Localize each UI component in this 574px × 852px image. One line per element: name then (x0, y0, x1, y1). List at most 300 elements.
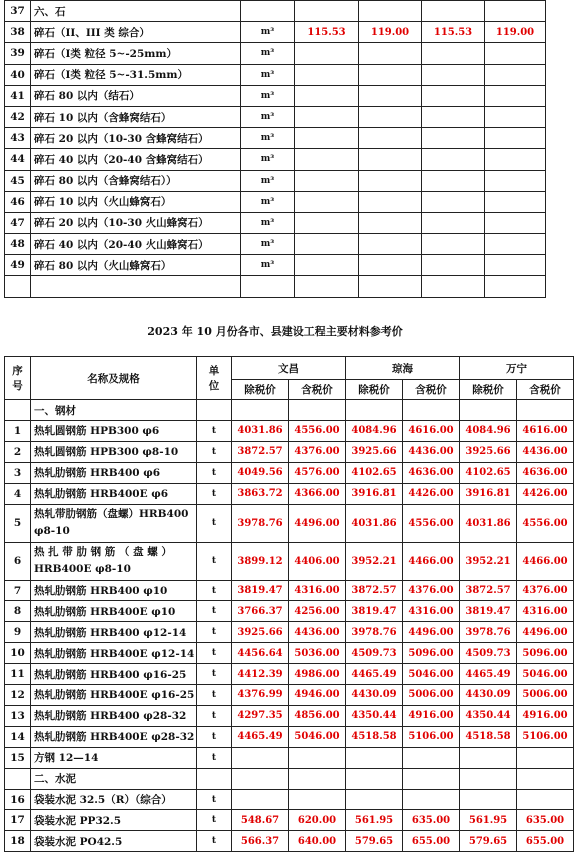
price-cell (460, 747, 517, 768)
table-row (5, 580, 574, 601)
row-number: 2 (5, 441, 31, 462)
material-name: 热轧肋钢筋 HRB400 φ16-25 (31, 664, 197, 685)
table-row (5, 106, 546, 127)
unit-cell: m³ (241, 234, 295, 255)
row-number: 12 (5, 685, 31, 706)
unit-cell (241, 276, 295, 297)
price-cell (295, 170, 359, 191)
price-cell (485, 64, 546, 85)
material-name: 热 扎 带 肋 钢 筋 （ 盘 螺 ） HRB400E φ8-10 (31, 542, 197, 580)
row-number: 1 (5, 421, 31, 442)
unit-cell: t (197, 462, 232, 483)
row-number: 13 (5, 705, 31, 726)
price-cell: 4916.00 (403, 705, 460, 726)
unit-cell: t (197, 622, 232, 643)
material-name: 热轧肋钢筋 HRB400E φ28-32 (31, 726, 197, 747)
price-cell (346, 747, 403, 768)
price-cell: 4466.00 (403, 542, 460, 580)
unit-cell: m³ (241, 255, 295, 276)
row-number (5, 276, 31, 297)
empty-cell (346, 768, 403, 789)
empty-cell (403, 768, 460, 789)
material-name: 碎石 80 以内（含蜂窝结石）） (31, 170, 241, 191)
price-cell: 4436.00 (289, 622, 346, 643)
price-cell (359, 149, 422, 170)
price-cell: 119.00 (485, 22, 546, 43)
price-cell (485, 128, 546, 149)
price-cell: 4316.00 (403, 601, 460, 622)
price-cell (295, 85, 359, 106)
price-cell (403, 789, 460, 810)
table-row (5, 705, 574, 726)
row-number: 43 (5, 128, 31, 149)
city-header-qionghai: 琼海 (346, 357, 460, 380)
price-cell: 4616.00 (403, 421, 460, 442)
price-cell: 5046.00 (517, 664, 574, 685)
city-header-wanning: 万宁 (460, 357, 574, 380)
material-name: 碎石 40 以内（20-40 含蜂窝结石） (31, 149, 241, 170)
price-cell: 579.65 (460, 831, 517, 852)
table-row (5, 212, 546, 233)
table-row (5, 504, 574, 542)
price-cell: 5096.00 (517, 643, 574, 664)
price-cell: 3925.66 (232, 622, 289, 643)
price-cell: 3766.37 (232, 601, 289, 622)
price-cell (232, 747, 289, 768)
table-row (5, 789, 574, 810)
unit-cell: t (197, 685, 232, 706)
price-cell: 3952.21 (460, 542, 517, 580)
price-cell: 4412.39 (232, 664, 289, 685)
empty-cell (403, 400, 460, 421)
material-name: 热轧肋钢筋 HRB400E φ16-25 (31, 685, 197, 706)
row-number: 17 (5, 810, 31, 831)
price-cell: 4496.00 (517, 622, 574, 643)
section-row-cement (5, 768, 574, 789)
price-cell: 655.00 (517, 831, 574, 852)
material-name: 碎石 10 以内（含蜂窝结石） (31, 106, 241, 127)
price-cell: 579.65 (346, 831, 403, 852)
unit-cell: t (197, 747, 232, 768)
unit-header-line2: 位 (208, 380, 220, 392)
price-cell: 4556.00 (517, 504, 574, 542)
row-number: 5 (5, 504, 31, 542)
material-name: 热轧圆钢筋 HPB300 φ8-10 (31, 441, 197, 462)
unit-cell: t (197, 664, 232, 685)
price-cell: 119.00 (359, 22, 422, 43)
price-cell (359, 106, 422, 127)
row-number: 8 (5, 601, 31, 622)
price-cell (485, 106, 546, 127)
material-name: 袋装水泥 32.5（R）（综合） (31, 789, 197, 810)
price-cell (295, 149, 359, 170)
price-cell (422, 85, 485, 106)
unit-cell: t (197, 483, 232, 504)
price-cell (359, 276, 422, 297)
price-cell (359, 43, 422, 64)
material-name: 碎石 80 以内（结石） (31, 85, 241, 106)
table-row (5, 276, 546, 297)
price-cell (485, 1, 546, 22)
unit-cell: m³ (241, 64, 295, 85)
price-cell: 5106.00 (403, 726, 460, 747)
price-cell: 640.00 (289, 831, 346, 852)
price-cell: 4031.86 (346, 504, 403, 542)
price-cell: 4426.00 (403, 483, 460, 504)
price-cell: 4297.35 (232, 705, 289, 726)
material-name: 碎石（I类 粒径 5~-31.5mm） (31, 64, 241, 85)
price-cell: 635.00 (517, 810, 574, 831)
price-cell: 4316.00 (517, 601, 574, 622)
empty-cell (5, 768, 31, 789)
price-cell: 655.00 (403, 831, 460, 852)
price-cell (359, 255, 422, 276)
seq-header (5, 357, 31, 400)
price-cell (359, 234, 422, 255)
row-number: 11 (5, 664, 31, 685)
price-cell: 4465.49 (460, 664, 517, 685)
row-number: 15 (5, 747, 31, 768)
table-row (5, 191, 546, 212)
price-cell: 5046.00 (289, 726, 346, 747)
material-price-table (4, 356, 574, 852)
name-header: 名称及规格 (31, 357, 197, 400)
price-cell: 4466.00 (517, 542, 574, 580)
row-number: 3 (5, 462, 31, 483)
price-cell: 3952.21 (346, 542, 403, 580)
price-cell (485, 149, 546, 170)
header-row-1 (5, 357, 574, 380)
price-cell (422, 255, 485, 276)
city-header-wenchang: 文昌 (232, 357, 346, 380)
price-cell: 4556.00 (289, 421, 346, 442)
price-cell: 561.95 (460, 810, 517, 831)
table-row (5, 85, 546, 106)
price-cell (460, 789, 517, 810)
price-cell: 548.67 (232, 810, 289, 831)
price-cell: 3819.47 (346, 601, 403, 622)
row-number: 48 (5, 234, 31, 255)
empty-cell (460, 400, 517, 421)
price-cell (289, 789, 346, 810)
table-row (5, 542, 574, 580)
table-row (5, 810, 574, 831)
price-cell: 4376.99 (232, 685, 289, 706)
price-cell: 115.53 (422, 22, 485, 43)
price-cell: 4031.86 (232, 421, 289, 442)
price-cell: 4376.00 (403, 580, 460, 601)
price-cell: 5046.00 (403, 664, 460, 685)
table-row (5, 441, 574, 462)
price-cell: 4496.00 (289, 504, 346, 542)
price-cell: 4426.00 (517, 483, 574, 504)
stone-price-table (4, 0, 546, 298)
price-cell: 3872.57 (460, 580, 517, 601)
unit-cell (241, 1, 295, 22)
row-number: 46 (5, 191, 31, 212)
table-row (5, 831, 574, 852)
price-cell: 4436.00 (403, 441, 460, 462)
row-number: 41 (5, 85, 31, 106)
price-cell: 4350.44 (460, 705, 517, 726)
price-cell (485, 255, 546, 276)
price-cell (289, 747, 346, 768)
price-cell (422, 149, 485, 170)
empty-cell (517, 400, 574, 421)
table-row (5, 622, 574, 643)
unit-cell: m³ (241, 85, 295, 106)
material-name: 碎石（II、III 类 综合） (31, 22, 241, 43)
unit-cell: m³ (241, 170, 295, 191)
price-cell (295, 255, 359, 276)
price-cell: 3819.47 (460, 601, 517, 622)
pre-tax-header: 除税价 (460, 380, 517, 400)
price-cell (422, 1, 485, 22)
table-row (5, 128, 546, 149)
material-name: 热轧肋钢筋 HRB400E φ6 (31, 483, 197, 504)
empty-cell (460, 768, 517, 789)
price-cell: 4986.00 (289, 664, 346, 685)
with-tax-header: 含税价 (517, 380, 574, 400)
unit-cell: t (197, 580, 232, 601)
table-row (5, 462, 574, 483)
table-row (5, 149, 546, 170)
price-cell: 4376.00 (517, 580, 574, 601)
price-cell: 4376.00 (289, 441, 346, 462)
price-cell: 3863.72 (232, 483, 289, 504)
price-cell (485, 276, 546, 297)
price-cell: 3978.76 (460, 622, 517, 643)
unit-cell: t (197, 726, 232, 747)
price-cell (485, 85, 546, 106)
pre-tax-header: 除税价 (346, 380, 403, 400)
price-cell (359, 170, 422, 191)
material-name: 热轧肋钢筋 HRB400 φ6 (31, 462, 197, 483)
empty-cell (232, 768, 289, 789)
table-row (5, 22, 546, 43)
empty-cell (232, 400, 289, 421)
material-name: 碎石 40 以内（20-40 火山蜂窝石） (31, 234, 241, 255)
unit-cell: t (197, 831, 232, 852)
seq-header-line2: 号 (12, 380, 23, 392)
price-cell: 3899.12 (232, 542, 289, 580)
price-cell: 3916.81 (346, 483, 403, 504)
price-cell (359, 64, 422, 85)
empty-cell (197, 768, 232, 789)
material-name (31, 276, 241, 297)
price-cell (295, 191, 359, 212)
price-cell (295, 106, 359, 127)
price-cell: 3925.66 (460, 441, 517, 462)
row-number: 47 (5, 212, 31, 233)
unit-cell: t (197, 643, 232, 664)
price-cell (422, 234, 485, 255)
table-row (5, 601, 574, 622)
price-cell (295, 128, 359, 149)
section-title: 二、水泥 (31, 768, 197, 789)
unit-cell: m³ (241, 212, 295, 233)
row-number: 37 (5, 1, 31, 22)
price-cell (359, 1, 422, 22)
price-cell (295, 276, 359, 297)
unit-cell: t (197, 542, 232, 580)
table-row (5, 43, 546, 64)
table-row (5, 685, 574, 706)
price-cell (485, 43, 546, 64)
row-number: 42 (5, 106, 31, 127)
table-row (5, 483, 574, 504)
table-row (5, 421, 574, 442)
price-cell: 4616.00 (517, 421, 574, 442)
unit-header-line1: 单 (208, 365, 220, 377)
price-cell: 3916.81 (460, 483, 517, 504)
unit-cell: m³ (241, 149, 295, 170)
price-cell: 3819.47 (232, 580, 289, 601)
price-cell: 4366.00 (289, 483, 346, 504)
row-number: 40 (5, 64, 31, 85)
material-name: 热轧圆钢筋 HPB300 φ6 (31, 421, 197, 442)
empty-cell (289, 400, 346, 421)
row-number: 4 (5, 483, 31, 504)
table-row (5, 170, 546, 191)
empty-cell (5, 400, 31, 421)
table-row (5, 747, 574, 768)
price-cell: 4509.73 (460, 643, 517, 664)
price-cell (403, 747, 460, 768)
price-cell: 4946.00 (289, 685, 346, 706)
empty-cell (346, 400, 403, 421)
price-cell (295, 234, 359, 255)
price-cell: 635.00 (403, 810, 460, 831)
price-cell: 4436.00 (517, 441, 574, 462)
row-number: 39 (5, 43, 31, 64)
unit-cell: t (197, 705, 232, 726)
price-cell: 4430.09 (460, 685, 517, 706)
unit-cell: m³ (241, 106, 295, 127)
price-cell (485, 212, 546, 233)
price-cell: 3872.57 (232, 441, 289, 462)
price-cell: 4496.00 (403, 622, 460, 643)
price-cell: 5096.00 (403, 643, 460, 664)
material-name: 热轧肋钢筋 HRB400 φ10 (31, 580, 197, 601)
unit-cell: t (197, 441, 232, 462)
price-cell: 4856.00 (289, 705, 346, 726)
row-number: 45 (5, 170, 31, 191)
price-cell: 5036.00 (289, 643, 346, 664)
empty-cell (289, 768, 346, 789)
price-cell (485, 170, 546, 191)
price-cell: 4256.00 (289, 601, 346, 622)
unit-cell: t (197, 789, 232, 810)
price-cell: 3925.66 (346, 441, 403, 462)
table-row (5, 664, 574, 685)
with-tax-header: 含税价 (289, 380, 346, 400)
price-cell (422, 43, 485, 64)
price-cell: 4518.58 (460, 726, 517, 747)
material-name: 碎石（I类 粒径 5~-25mm） (31, 43, 241, 64)
material-name: 热轧带肋钢筋（盘螺）HRB400 φ8-10 (31, 504, 197, 542)
section-row-steel (5, 400, 574, 421)
price-cell: 4406.00 (289, 542, 346, 580)
unit-cell: t (197, 421, 232, 442)
material-name: 方钢 12—14 (31, 747, 197, 768)
unit-cell: m³ (241, 128, 295, 149)
price-cell: 4576.00 (289, 462, 346, 483)
price-cell: 4350.44 (346, 705, 403, 726)
price-cell: 4556.00 (403, 504, 460, 542)
price-cell (295, 64, 359, 85)
unit-cell: m³ (241, 191, 295, 212)
price-cell (422, 106, 485, 127)
table-row (5, 255, 546, 276)
price-cell (359, 128, 422, 149)
material-name: 热轧肋钢筋 HRB400E φ10 (31, 601, 197, 622)
material-name: 热轧肋钢筋 HRB400 φ28-32 (31, 705, 197, 726)
price-cell: 566.37 (232, 831, 289, 852)
material-name: 碎石 80 以内（火山蜂窝石） (31, 255, 241, 276)
price-cell: 4316.00 (289, 580, 346, 601)
price-cell: 4102.65 (346, 462, 403, 483)
price-cell: 3872.57 (346, 580, 403, 601)
price-cell: 4465.49 (232, 726, 289, 747)
material-name: 碎石 10 以内（火山蜂窝石） (31, 191, 241, 212)
table-caption: 2023 年 10 月份各市、县建设工程主要材料参考价 (147, 325, 403, 338)
price-cell (422, 64, 485, 85)
table-row (5, 726, 574, 747)
price-cell (422, 170, 485, 191)
row-number: 38 (5, 22, 31, 43)
price-cell (485, 234, 546, 255)
row-number: 9 (5, 622, 31, 643)
table-row (5, 64, 546, 85)
material-name: 袋装水泥 PP32.5 (31, 810, 197, 831)
price-cell (359, 191, 422, 212)
price-cell: 4102.65 (460, 462, 517, 483)
price-cell: 4636.00 (517, 462, 574, 483)
material-name: 热轧肋钢筋 HRB400E φ12-14 (31, 643, 197, 664)
table-row (5, 234, 546, 255)
unit-cell: m³ (241, 43, 295, 64)
price-cell: 4465.49 (346, 664, 403, 685)
price-cell (517, 747, 574, 768)
unit-cell: t (197, 504, 232, 542)
price-cell (232, 789, 289, 810)
price-cell: 4916.00 (517, 705, 574, 726)
empty-cell (517, 768, 574, 789)
price-cell: 5106.00 (517, 726, 574, 747)
with-tax-header: 含税价 (403, 380, 460, 400)
unit-cell: t (197, 810, 232, 831)
price-cell: 4430.09 (346, 685, 403, 706)
price-cell (517, 789, 574, 810)
row-number: 16 (5, 789, 31, 810)
material-name: 袋装水泥 PO42.5 (31, 831, 197, 852)
empty-cell (197, 400, 232, 421)
price-cell (485, 191, 546, 212)
row-number: 7 (5, 580, 31, 601)
price-cell: 5006.00 (517, 685, 574, 706)
price-cell: 4456.64 (232, 643, 289, 664)
pre-tax-header: 除税价 (232, 380, 289, 400)
price-cell: 561.95 (346, 810, 403, 831)
table-row (5, 643, 574, 664)
row-number: 10 (5, 643, 31, 664)
price-cell (295, 212, 359, 233)
price-cell: 5006.00 (403, 685, 460, 706)
material-name: 六、石 (31, 1, 241, 22)
price-cell: 4084.96 (460, 421, 517, 442)
price-cell (346, 789, 403, 810)
